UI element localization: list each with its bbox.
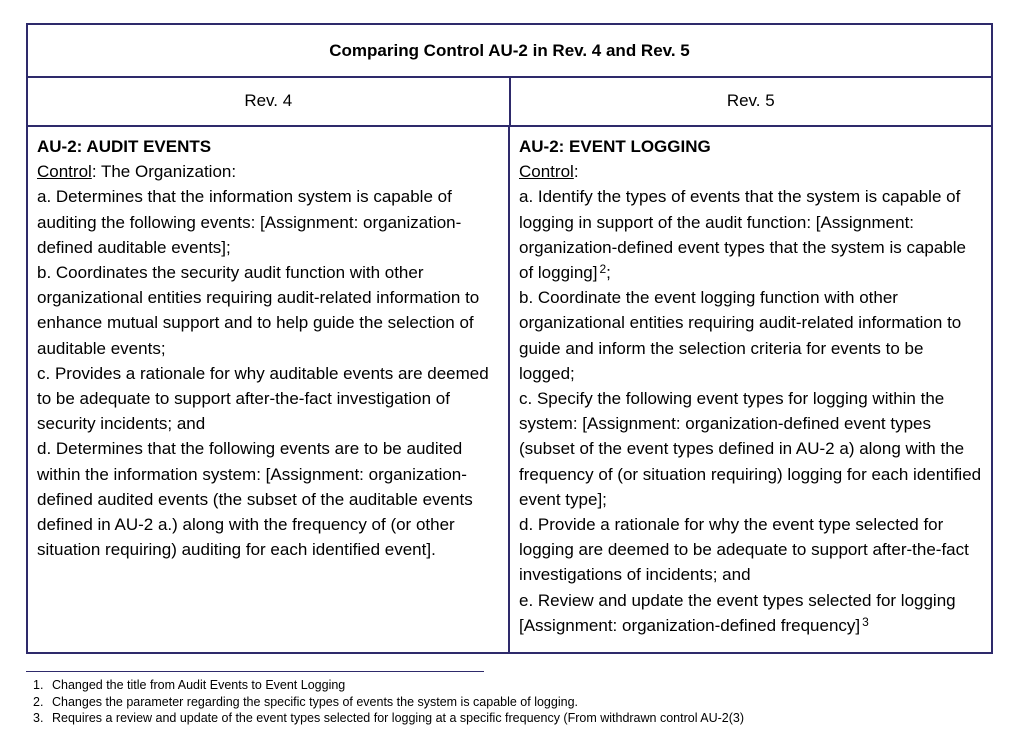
rev4-cell: [28, 125, 510, 652]
rev4-control-text: : The Organization:: [91, 162, 237, 182]
footnotes: [33, 677, 744, 727]
rev5-item-b: b. Coordinate the event logging function with other organizational entities requiring audit-related information to guide and inform the selection criteria for events to be logged;: [519, 288, 962, 383]
footnote-number: 3.: [33, 711, 44, 725]
rev4-item-c: c. Provides a rationale for why auditable events are deemed to be adequate to support after-the-fact investigation of security incidents; and: [37, 363, 489, 434]
footnote-3: [33, 710, 744, 727]
rev5-control-label: Control: [519, 162, 574, 182]
rev5-cell: [510, 125, 991, 652]
footnote-1: [33, 677, 744, 694]
rev5-control-text: :: [573, 162, 579, 182]
rev5-item-a: [519, 184, 983, 285]
body-row: [28, 125, 991, 652]
footnote-text: Changed the title from Audit Events to Event Logging: [52, 678, 346, 692]
footnote-divider: [26, 671, 484, 672]
footnote-text: Requires a review and update of the event types selected for logging at a specific frequency (From withdrawn control AU-2(3): [52, 711, 745, 725]
rev4-item-a: a. Determines that the information system is capable of auditing the following events: [Assignment: organization-defined auditable events];: [37, 187, 462, 257]
rev4-header: Rev. 4: [28, 76, 511, 125]
rev5-item-a-text: a. Identify the types of events that the system is capable of logging in support of the audit function: [Assignment: organization-defined event types that the system is capable of logging]: [519, 187, 966, 283]
footnote-ref-2: 2: [599, 262, 607, 277]
rev5-heading: AU-2: EVENT LOGGING: [519, 137, 711, 156]
rev5-item-d: d. Provide a rationale for why the event type selected for logging are deemed to be adequate to support after-the-fact investigations of incidents; and: [519, 515, 969, 585]
rev5-control: [519, 159, 983, 184]
rev5-item-a-end: ;: [606, 263, 611, 283]
footnote-ref-3: 3: [862, 614, 869, 629]
rev5-header: Rev. 5: [726, 90, 775, 110]
footnote-number: 1.: [33, 678, 44, 692]
rev5-item-c: c. Specify the following event types for logging within the system: [Assignment: organization-defined event types (subset of the event types defined in AU-2 a) along with the frequency of (or situation requiring) logging for each identified event type];: [519, 389, 982, 509]
rev4-item-d: d. Determines that the following events are to be audited within the information system: [Assignment: organization-defined audited events (the subset of the auditable events defined in AU-2 a.) along with the frequency of (or other situation requiring) auditing for each identified event].: [37, 439, 473, 560]
header-row: [28, 76, 991, 127]
rev4-item-b: b. Coordinates the security audit function with other organizational entities requiring audit-related information to enhance mutual support and to help guide the selection of auditable events;: [37, 263, 480, 358]
footnote-text: Changes the parameter regarding the specific types of events the system is capable of logging.: [52, 694, 578, 709]
rev5-item-e: [519, 588, 983, 638]
rev5-item-e-text: e. Review and update the event types selected for logging [Assignment: organization-defined frequency]: [519, 590, 956, 635]
footnote-number: 2.: [33, 694, 44, 709]
rev4-control: [37, 159, 500, 184]
footnote-2: [33, 694, 744, 711]
table-title: Comparing Control AU-2 in Rev. 4 and Rev. 5: [28, 25, 991, 78]
comparison-table: [26, 23, 993, 654]
rev4-control-label: Control: [37, 162, 92, 182]
rev4-heading: AU-2: AUDIT EVENTS: [37, 137, 212, 156]
